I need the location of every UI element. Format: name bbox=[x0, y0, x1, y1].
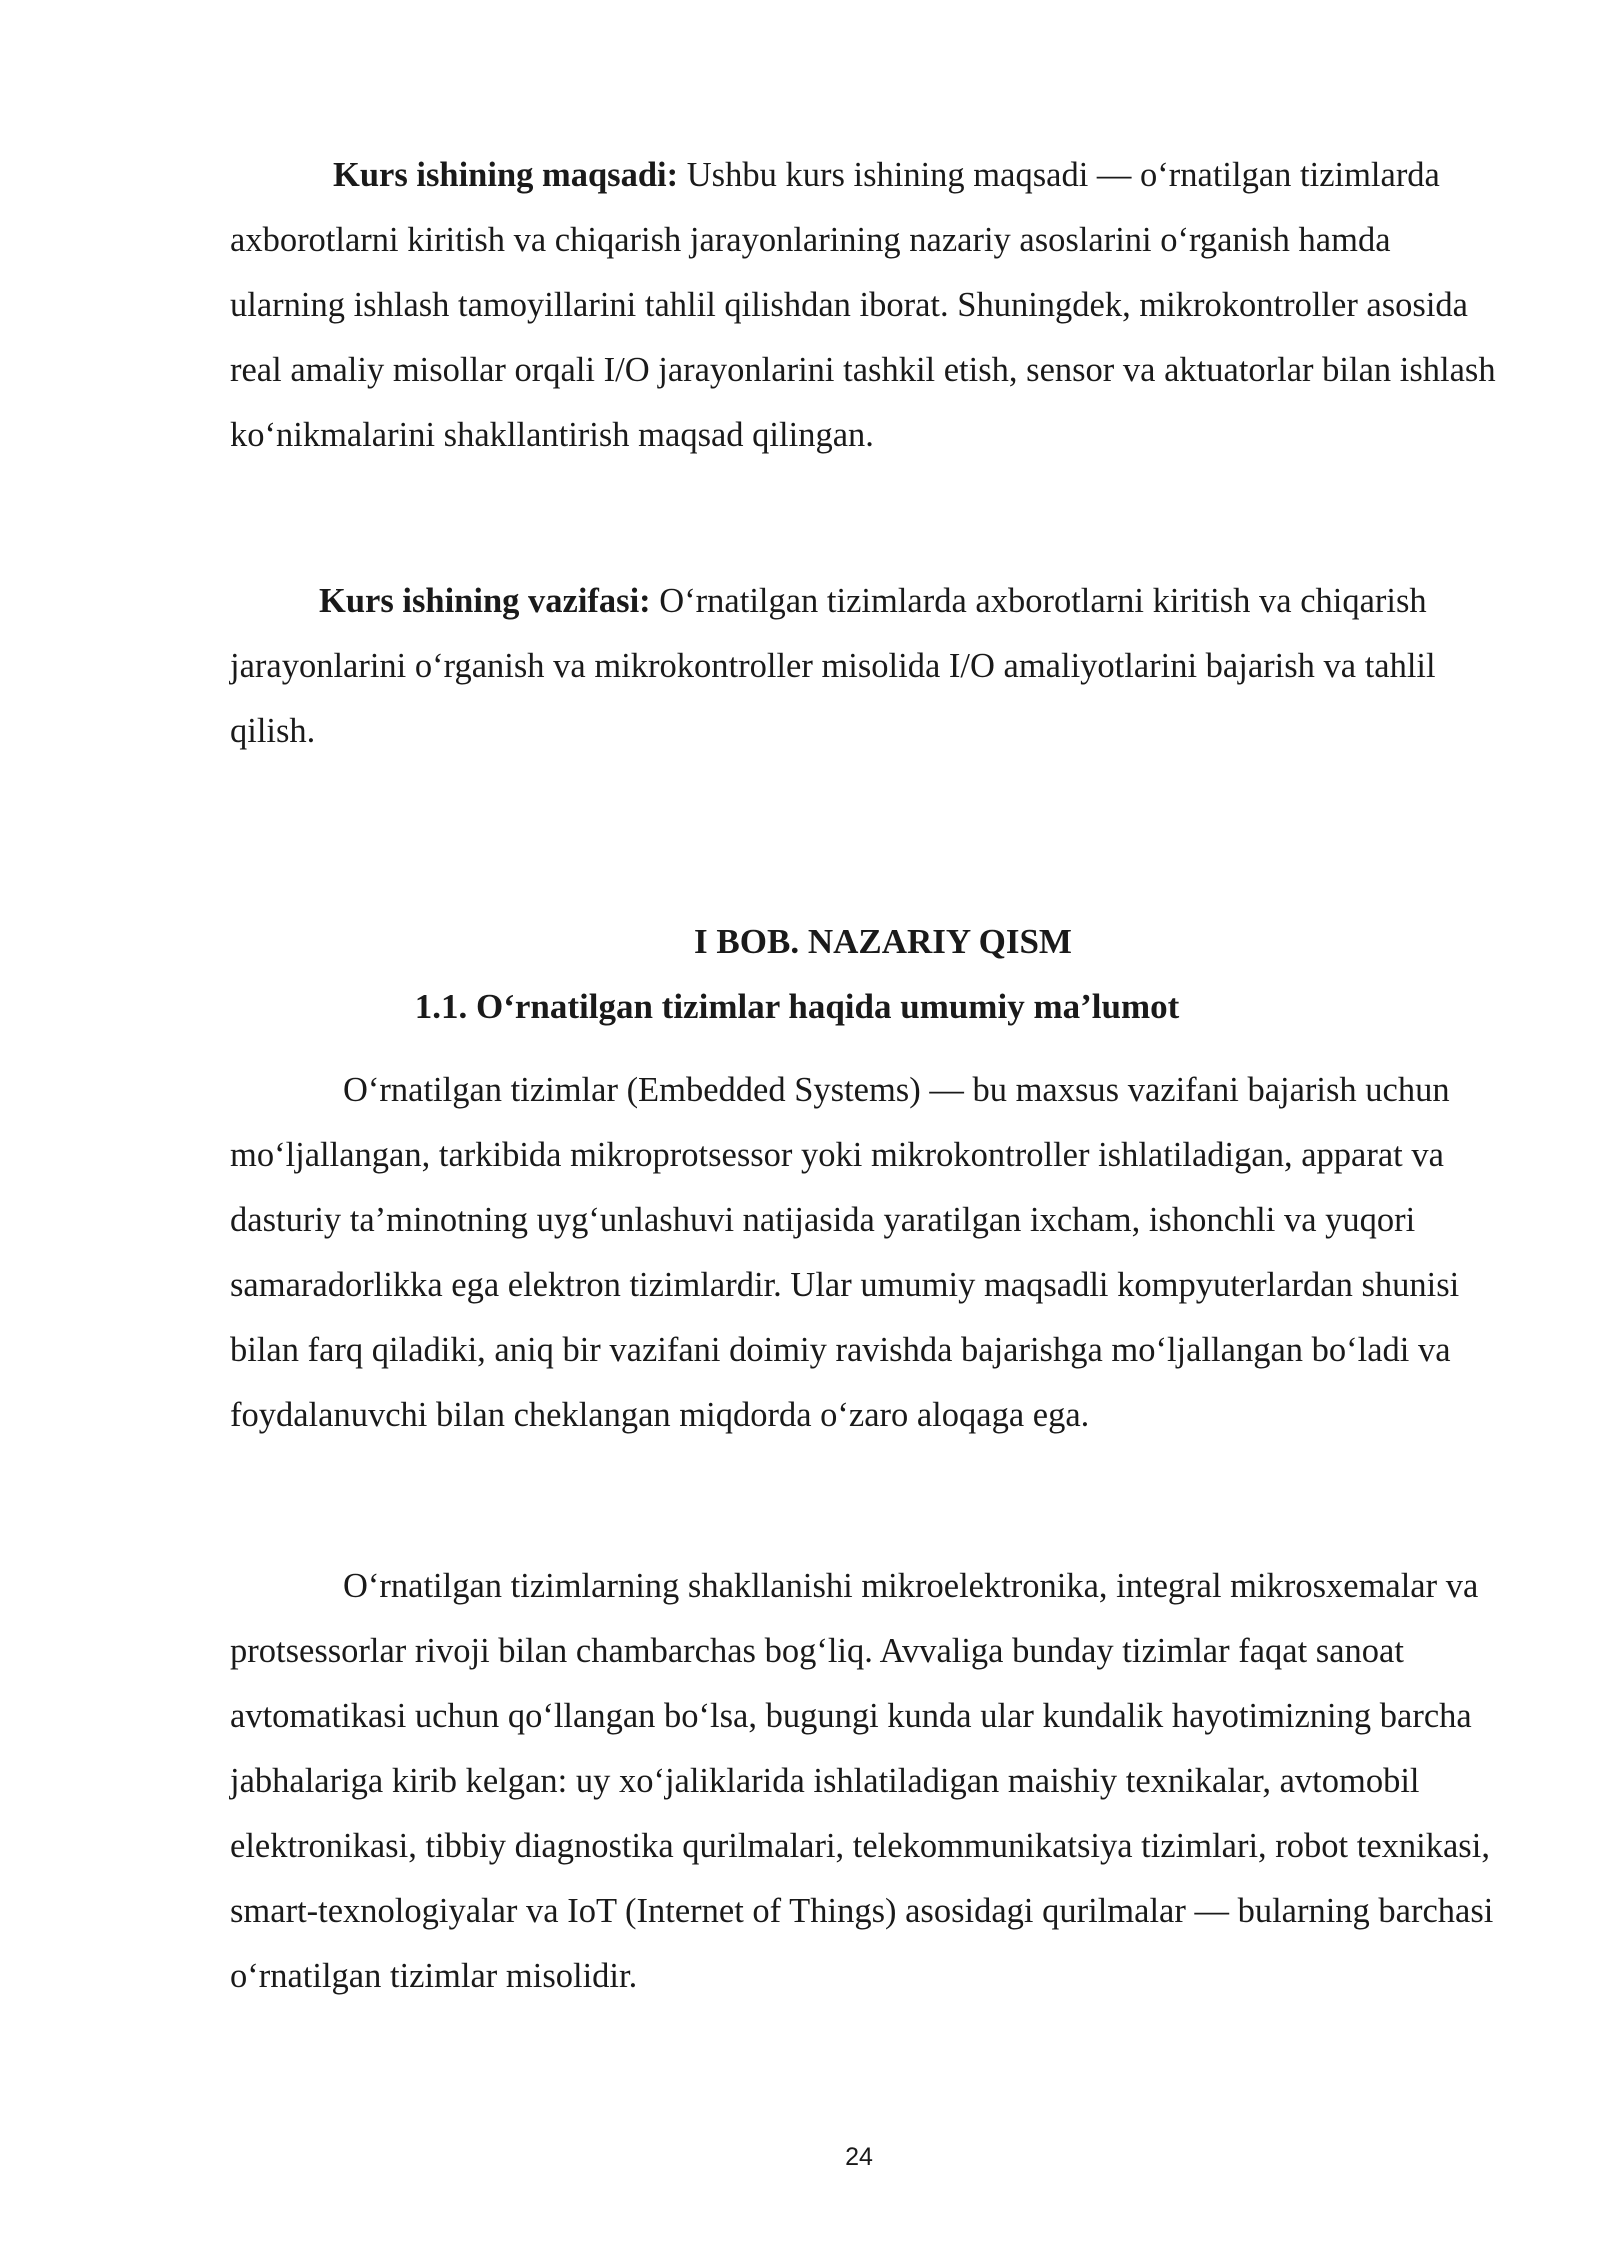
section-paragraph-1: O‘rnatilgan tizimlar (Embedded Systems) — bu maxsus vazifani bajarish uchun mo‘ljallangan, tarkibida mikroprotsessor yoki mikrokontroller ishlatiladigan, apparat va dasturiy ta’minotning uyg‘unlashuvi natijasida yaratilgan ixcham, ishonchli va yuqori samaradorlikka ega elektron tizimlardir. Ular umumiy maqsadli kompyuterlardan shunisi bilan farq qiladiki, aniq bir vazifani doimiy ravishda bajarishga mo‘ljallangan bo‘ladi va foydalanuvchi bilan cheklangan miqdorda o‘zaro aloqaga ega. bbox=[230, 1071, 1460, 1434]
course-goal-label: Kurs ishining maqsadi: bbox=[333, 156, 679, 194]
chapter-title: I BOB. NAZARIY QISM bbox=[694, 922, 1072, 961]
course-task-label: Kurs ishining vazifasi: bbox=[319, 582, 651, 620]
course-goal-paragraph bbox=[230, 143, 1500, 468]
section-title: 1.1. O‘rnatilgan tizimlar haqida umumiy ma’lumot bbox=[414, 987, 1180, 1026]
section-paragraph-2: O‘rnatilgan tizimlarning shakllanishi mikroelektronika, integral mikrosxemalar va protsessorlar rivoji bilan chambarchas bog‘liq. Avvaliga bunday tizimlar faqat sanoat avtomatikasi uchun qo‘llangan bo‘lsa, bugungi kunda ular kundalik hayotimizning barcha jabhalariga kirib kelgan: uy xo‘jaliklarida ishlatiladigan maishiy texnikalar, avtomobil elektronikasi, tibbiy diagnostika qurilmalari, telekommunikatsiya tizimlari, robot texnikasi, smart-texnologiyalar va IoT (Internet of Things) asosidagi qurilmalar — bularning barchasi o‘rnatilgan tizimlar misolidir. bbox=[230, 1567, 1494, 1995]
course-goal-text: Ushbu kurs ishining maqsadi — o‘rnatilgan tizimlarda axborotlarni kiritish va chiqarish jarayonlarining nazariy asoslarini o‘rganish hamda ularning ishlash tamoyillarini tahlil qilishdan iborat. Shuningdek, mikrokontroller asosida real amaliy misollar orqali I/O jarayonlarini tashkil etish, sensor va aktuatorlar bilan ishlash ko‘nikmalarini shakllantirish maqsad qilingan. bbox=[230, 156, 1496, 454]
course-task-text: O‘rnatilgan tizimlarda axborotlarni kiritish va chiqarish jarayonlarini o‘rganish va mikrokontroller misolida I/O amaliyotlarini bajarish va tahlil qilish. bbox=[230, 582, 1436, 750]
course-task-paragraph bbox=[230, 569, 1500, 764]
page-number: 24 bbox=[845, 2143, 873, 2171]
